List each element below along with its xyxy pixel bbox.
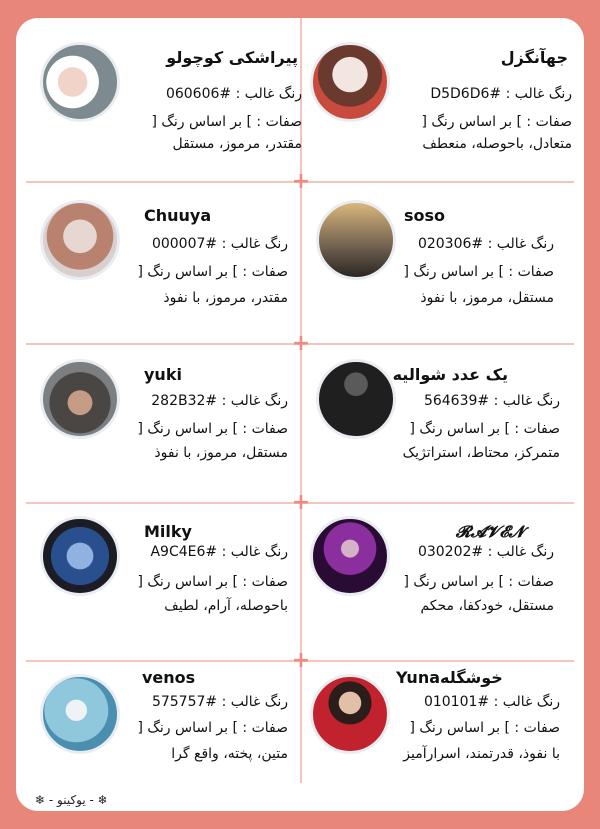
member-entry	[308, 355, 588, 495]
avatar	[40, 516, 120, 596]
member-name: پیراشکی کوچولو	[166, 48, 298, 67]
dominant-color: رنگ غالب : #D5D6D6	[430, 86, 572, 102]
traits-list: باحوصله، آرام، لطیف	[164, 598, 288, 614]
dominant-color: رنگ غالب : #282B32	[151, 393, 288, 409]
avatar	[40, 42, 120, 122]
traits-list: با نفوذ، قدرتمند، اسرارآمیز	[403, 746, 560, 762]
member-name: yuki	[144, 365, 182, 384]
dominant-color: رنگ غالب : #030202	[417, 544, 554, 560]
avatar	[40, 674, 120, 754]
dominant-color: رنگ غالب : #575757	[151, 694, 288, 710]
member-name: venos	[142, 668, 196, 687]
traits-label: صفات : ] بر اساس رنگ [	[151, 114, 302, 130]
dominant-color: رنگ غالب : #060606	[165, 86, 302, 102]
dominant-color: رنگ غالب : #010101	[423, 694, 560, 710]
plus-icon: +	[291, 169, 311, 194]
dominant-color: رنگ غالب : #000007	[151, 236, 288, 252]
member-entry	[308, 512, 588, 652]
member-entry	[36, 355, 316, 495]
traits-list: مستقل، مرموز، با نفوذ	[154, 445, 288, 461]
traits-list: مستقل، خودکفا، محکم	[420, 598, 554, 614]
traits-label: صفات : ] بر اساس رنگ [	[137, 720, 288, 736]
traits-list: مقتدر، مرموز، مستقل	[172, 136, 302, 152]
traits-label: صفات : ] بر اساس رنگ [	[137, 574, 288, 590]
traits-list: متمرکز، محتاط، استراتژیک	[402, 445, 560, 461]
member-name: Yunaخوشگله	[396, 668, 503, 687]
member-name: soso	[404, 206, 446, 225]
avatar	[316, 200, 396, 280]
traits-label: صفات : ] بر اساس رنگ [	[403, 574, 554, 590]
member-entry	[36, 38, 316, 178]
avatar	[310, 42, 390, 122]
traits-label: صفات : ] بر اساس رنگ [	[421, 114, 572, 130]
plus-icon: +	[291, 331, 311, 356]
member-name: جهآنگزل	[500, 48, 568, 67]
traits-list: مقتدر، مرموز، با نفوذ	[163, 290, 288, 306]
member-entry	[308, 668, 588, 808]
footer-signature: ❄ - یوکینو - ❄	[35, 793, 108, 807]
member-entry	[36, 668, 316, 808]
traits-list: متین، پخته، واقع گرا	[171, 746, 288, 762]
dominant-color: رنگ غالب : #A9C4E6	[150, 544, 288, 560]
member-entry	[308, 196, 588, 336]
plus-icon: +	[291, 490, 311, 515]
dominant-color: رنگ غالب : #564639	[423, 393, 560, 409]
traits-label: صفات : ] بر اساس رنگ [	[403, 264, 554, 280]
traits-label: صفات : ] بر اساس رنگ [	[137, 421, 288, 437]
traits-label: صفات : ] بر اساس رنگ [	[409, 421, 560, 437]
dominant-color: رنگ غالب : #020306	[417, 236, 554, 252]
traits-list: متعادل، باحوصله، منعطف	[422, 136, 572, 152]
plus-icon: +	[291, 648, 311, 673]
member-entry	[308, 38, 588, 178]
member-name: Chuuya	[144, 206, 212, 225]
member-entry	[36, 512, 316, 652]
avatar	[40, 359, 120, 439]
avatar	[310, 516, 390, 596]
avatar	[310, 674, 390, 754]
member-name: Milky	[144, 522, 192, 541]
member-name: یک عدد شوالیه	[392, 365, 508, 384]
traits-label: صفات : ] بر اساس رنگ [	[137, 264, 288, 280]
member-entry	[36, 196, 316, 336]
traits-list: مستقل، مرموز، با نفوذ	[420, 290, 554, 306]
avatar	[316, 359, 396, 439]
member-name: 𝓡𝓐𝓥𝓔𝓝	[455, 522, 524, 541]
traits-label: صفات : ] بر اساس رنگ [	[409, 720, 560, 736]
avatar	[40, 200, 120, 280]
